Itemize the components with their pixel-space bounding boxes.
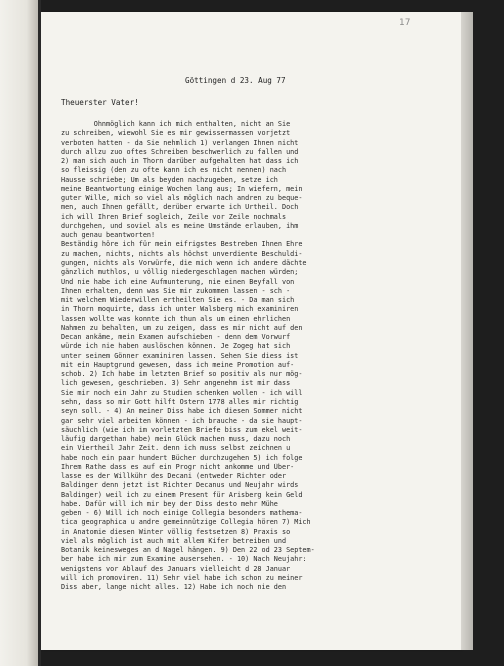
letter-line: schob. 2) Ich habe im letzten Brief so positiv als nur mög-: [61, 370, 303, 379]
letter-line: würde ich nie haben auslöschen können. Je Zogeg hat sich: [61, 342, 291, 351]
letter-line: ein Viertheil Jahr Zeit. denn ich muss selbst zeichnen u: [61, 444, 291, 453]
letter-line: habe. Dafür will ich mir bey der Diss desto mehr Mühe: [61, 499, 278, 508]
letter-line: 2) man sich auch in Thorn darüber aufgehalten hat dass ich: [61, 157, 299, 166]
letter-line: zu schreiben, wiewohl Sie es mir gewissermassen vorjetzt: [61, 129, 291, 138]
letter-line: Baldinger) weil ich zu einem Present für Arisberg kein Geld: [61, 490, 303, 499]
letter-line: Ohnmöglich kann ich mich enthalten, nicht an Sie: [61, 120, 291, 128]
letter-line: unter seinem Gönner examiniren lassen. Sehen Sie diess ist: [61, 351, 299, 360]
letter-line: ber habe ich mir zum Examine ausersehen. - 10) Nach Neujahr:: [61, 555, 307, 564]
letter-line: sehn, dass so mir Gott hilft Ostern 1778 alles mir richtig: [61, 397, 299, 406]
page-stack-edge: [461, 12, 473, 650]
letter-line: in Anatomie diesen Winter völlig festsetzen 8) Praxis so: [61, 527, 291, 536]
letter-line: lassen wollte was konnte ich thun als um einen ehrlichen: [61, 314, 291, 323]
letter-line: in Thorn moquirte, dass ich unter Walsberg mich examiniren: [61, 305, 299, 314]
letter-line: will ich promoviren. 11) Sehr viel habe ich schon zu meiner: [61, 574, 303, 583]
letter-line: Und nie habe ich eine Aufmunterung, nie einen Beyfall von: [61, 277, 295, 286]
letter-line: men, auch Ihnen gefällt, derüber erwarte ich Urtheil. Doch: [61, 203, 299, 212]
letter-line: wenigstens vor Ablauf des Januars vielleicht d 28 Januar: [61, 564, 291, 573]
letter-line: lasse es der Willkühr des Decani (entweder Richter oder: [61, 472, 287, 481]
letter-line: Hausse schriebe; Um als beyden nachzugeben, setze ich: [61, 175, 278, 184]
letter-body: [61, 120, 456, 593]
letter-line: Baldinger denn jetzt ist Richter Decanus und Neujahr wirds: [61, 481, 299, 490]
letter-line: tica geographica u andre gemeinnützige Collegia hören 7) Mich: [61, 518, 311, 527]
letter-line: Ihnen erhalten, denn was Sie mir zukommen lassen - sch -: [61, 286, 291, 295]
letter-line: viel als möglich ist auch mit allem Kifer betreiben und: [61, 536, 287, 545]
letter-line: Beständig höre ich für mein eifrigstes Bestreben Ihnen Ehre: [61, 240, 303, 249]
letter-line: durchgehen, und soviel als es meine Umstände erlauben, ihm: [61, 221, 299, 230]
letter-line: guter Wille, mich so viel als möglich nach andren zu beque-: [61, 194, 303, 203]
previous-page-edge: [0, 0, 38, 666]
letter-line: ich will Ihren Brief sogleich, Zeile vor Zeile nochmals: [61, 212, 287, 221]
letter-line: habe noch ein paar hundert Bücher durchzugehen 5) ich folge: [61, 453, 303, 462]
letter-line: Botanik keinesweges an d Nagel hängen. 9) Den 22 od 23 Septem-: [61, 546, 315, 555]
letter-line: läufig dargethan habe) mein Glück machen muss, dazu noch: [61, 435, 291, 444]
letter-line: so fleissig (den zu ofte kann ich es nicht nennen) nach: [61, 166, 287, 175]
letter-line: lich gewesen, geschrieben. 3) Sehr angenehm ist mir dass: [61, 379, 291, 388]
letter-line: auch genau beantworten!: [61, 231, 156, 240]
letter-line: verboten hatten - da Sie nehmlich 1) verlangen Ihnen nicht: [61, 138, 299, 147]
letter-line: seyn soll. - 4) An meiner Diss habe ich diesen Sommer nicht: [61, 407, 303, 416]
letter-line: säuchlich (wie ich im vorletzten Briefe biss zum ekel weit-: [61, 425, 303, 434]
folio-number: 17: [399, 18, 411, 28]
letter-line: gar sehr viel arbeiten können - ich brauche - da sie haupt-: [61, 416, 303, 425]
letter-line: Nahmen zu behalten, um zu zeigen, dass es mir nicht auf den: [61, 323, 303, 332]
letter-salutation: Theuerster Vater!: [61, 98, 139, 107]
letter-dateline: Göttingen d 23. Aug 77: [185, 76, 286, 85]
letter-line: gänzlich muthlos, u völlig niedergeschlagen machen würden;: [61, 268, 299, 277]
letter-line: mit welchem Wiederwillen ertheilten Sie es. - Da man sich: [61, 296, 295, 305]
letter-line: Diss aber, lange nicht alles. 12) Habe ich noch nie den: [61, 583, 287, 592]
letter-line: Decan ankäme, mein Examen aufschieben - denn dem Vorwurf: [61, 333, 291, 342]
letter-line: durch allzu zuo oftes Schreiben beschwerlich zu fallen und: [61, 147, 299, 156]
letter-line: zu machen, nichts, nichts als höchst unverdiente Beschuldi-: [61, 249, 303, 258]
letter-line: meine Beantwortung einige Wochen lang aus; In wiefern, mein: [61, 184, 303, 193]
letter-line: gungen, nichts als Vorwürfe, die mich wenn ich andere dächte: [61, 258, 307, 267]
letter-line: Ihrem Rathe dass es auf ein Progr nicht ankomme und Über-: [61, 462, 295, 471]
letter-line: geben - 6) Will ich noch einige Collegia besonders mathema-: [61, 509, 303, 518]
letter-line: Sie mir noch ein Jahr zu Studien schenken wollen - ich will: [61, 388, 303, 397]
letter-line: mit ein Hauptgrund gewesen, dass ich meine Promotion auf-: [61, 360, 295, 369]
